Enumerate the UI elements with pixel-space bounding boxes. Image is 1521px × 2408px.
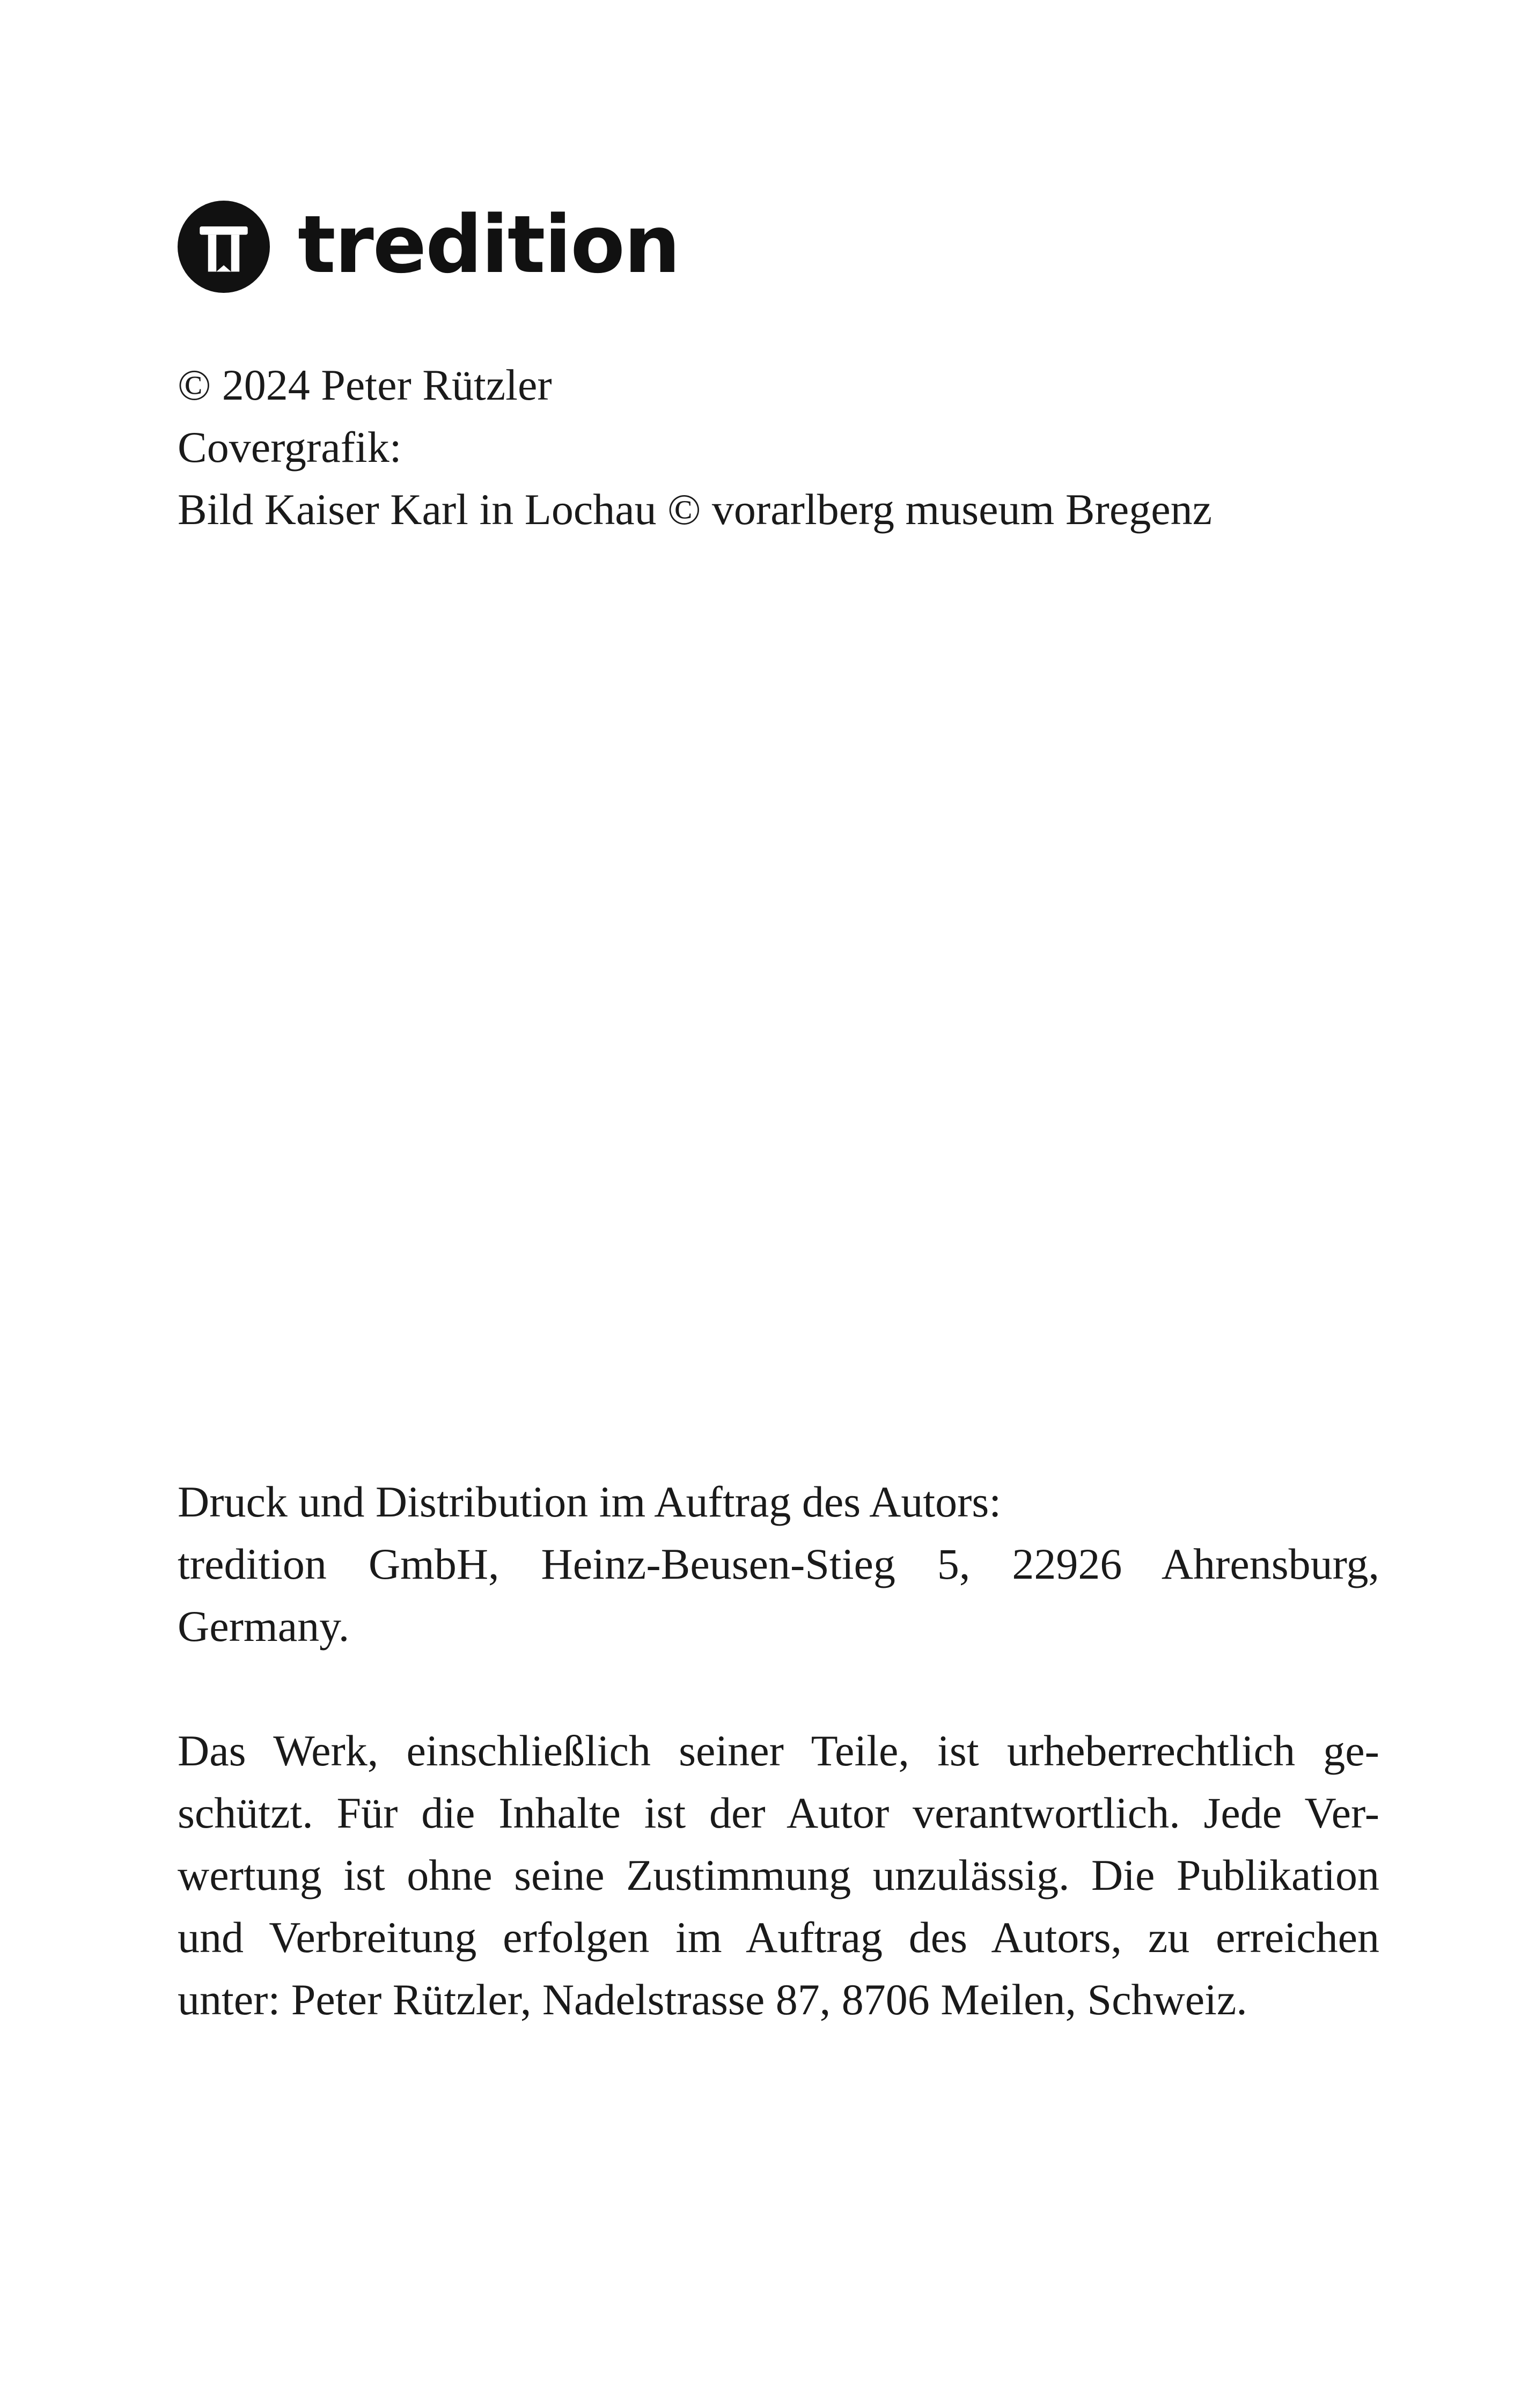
copyright-line: © 2024 Peter Rützler — [178, 360, 552, 409]
distribution-block — [178, 1471, 1379, 1658]
rights-line: Das Werk, einschließlich seiner Teile, ist urheberrechtlich ge- — [178, 1726, 1379, 1775]
publisher-logo-text: tredition — [298, 198, 680, 291]
rights-line: unter: Peter Rützler, Nadelstrasse 87, 8706 Meilen, Schweiz. — [178, 1975, 1247, 2024]
publisher-logo — [178, 198, 679, 295]
cover-graphic-credit: Bild Kaiser Karl in Lochau © vorarlberg museum Bregenz — [178, 485, 1213, 534]
distribution-address: tredition GmbH, Heinz-Beusen-Stieg 5, 22926 Ahrensburg, — [178, 1540, 1379, 1588]
tredition-logo-icon — [178, 201, 270, 293]
rights-paragraph — [178, 1720, 1379, 2031]
rights-line: wertung ist ohne seine Zustimmung unzulässig. Die Publikation — [178, 1851, 1379, 1899]
copyright-block — [178, 354, 1212, 541]
distribution-heading: Druck und Distribution im Auftrag des Autors: — [178, 1477, 1002, 1526]
distribution-country: Germany. — [178, 1602, 350, 1651]
rights-line: schützt. Für die Inhalte ist der Autor verantwortlich. Jede Ver- — [178, 1788, 1379, 1837]
rights-line: und Verbreitung erfolgen im Auftrag des Autors, zu erreichen — [178, 1913, 1379, 1962]
cover-graphic-label: Covergrafik: — [178, 423, 402, 472]
